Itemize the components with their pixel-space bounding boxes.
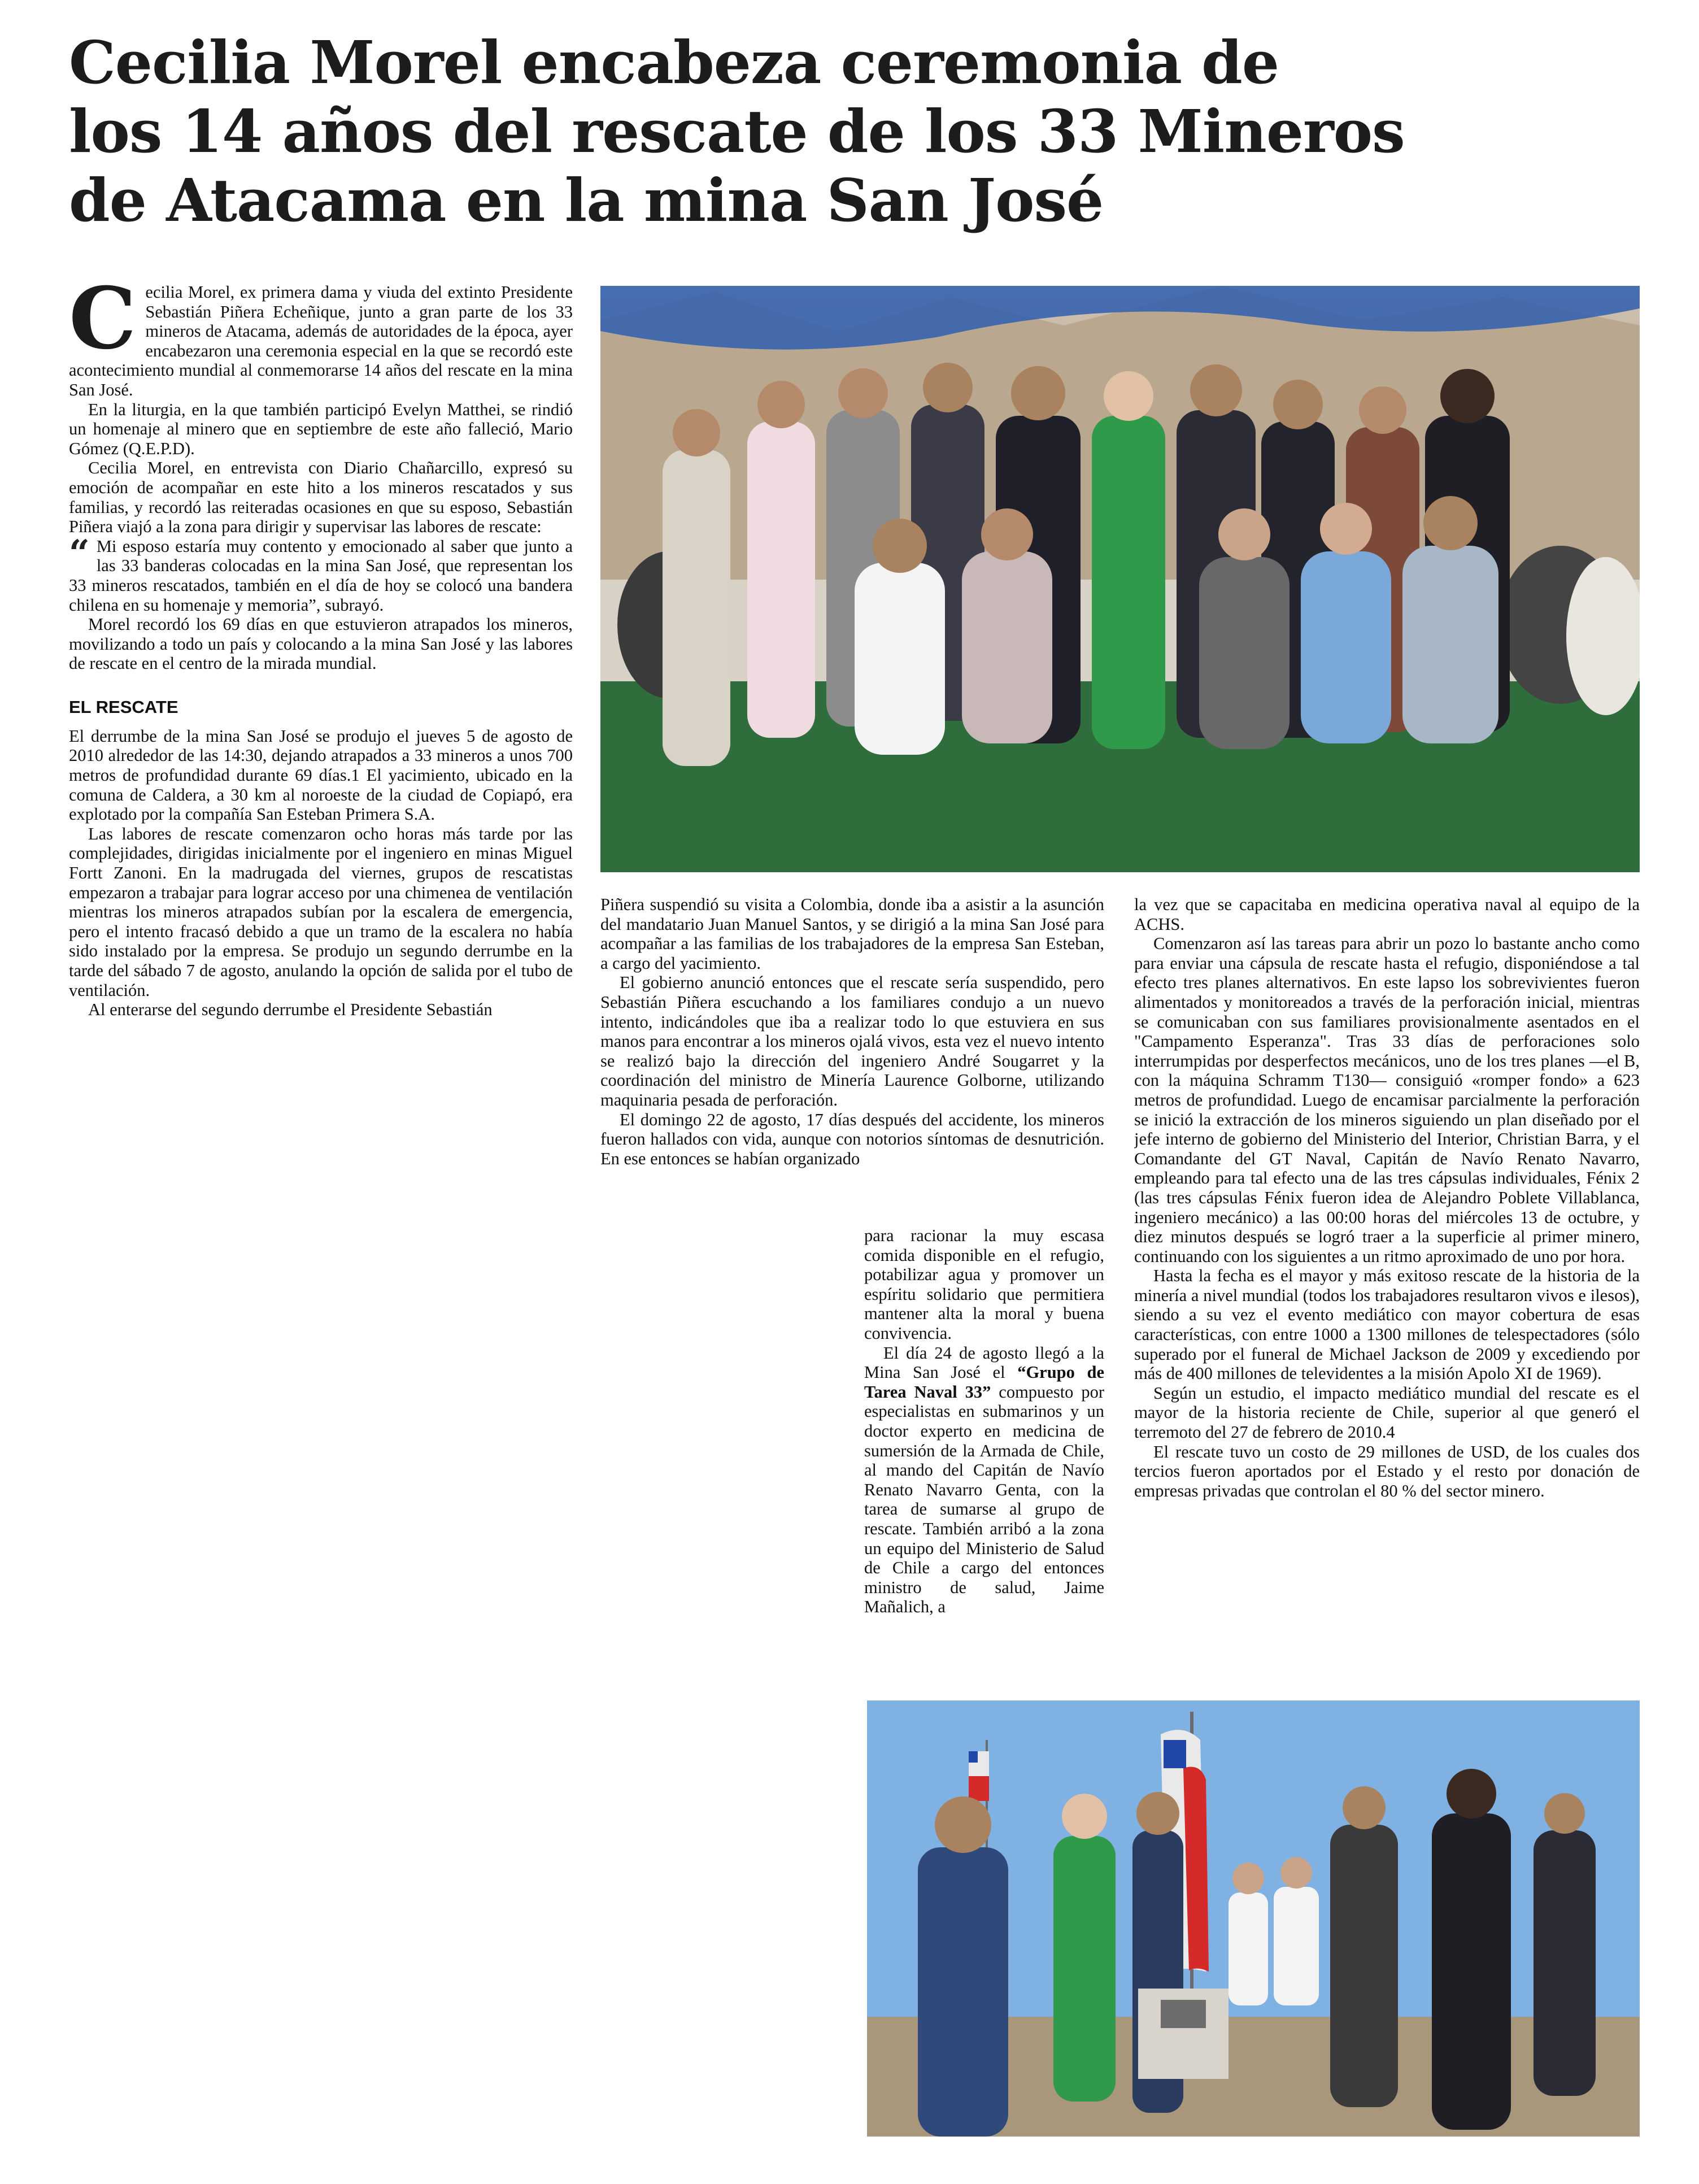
paragraph: Según un estudio, el impacto mediático mundial del rescate es el mayor de la historia reciente de Chile, superior al que generó el terremoto del 27 de febrero de 2010.4: [1134, 1383, 1640, 1442]
paragraph: El domingo 22 de agosto, 17 días después del accidente, los mineros fueron hallados con vida, aunque con notorios síntomas de desnutrición. En ese entonces se habían organizado: [600, 1110, 1104, 1168]
headline-line-3: de Atacama en la mina San José: [69, 166, 1104, 235]
paragraph: El gobierno anunció entonces que el rescate sería suspendido, pero Sebastián Piñera escuchando a los familiares condujo a un nuevo intento, indicándoles que iba a realizar todo lo que estuviera en sus manos para encontrar a los mineros ojalá vivos, esta vez el nuevo intento se realizó bajo la dirección del ingeniero André Sougarret y la coordinación del ministro de Minería Laurence Golborne, utilizando maquinaria pesada de perforación.: [600, 973, 1104, 1110]
paragraph: [864, 1343, 1104, 1617]
quote-mark-icon: “: [69, 532, 90, 575]
group-photo: [600, 286, 1640, 872]
memorial-plaque: [1138, 1989, 1228, 2079]
paragraph-intro: ecilia Morel, ex primera dama y viuda del extinto Presidente Sebastián Piñera Echeñique, junto a gran parte de los 33 mineros de Atacama, además de autoridades de la época, ayer encabezaron una ceremonia especial en la que se recordó este acontecimiento mundial al conmemorarse 14 años del rescate en la mina San José.: [69, 282, 573, 399]
group-name-bold: “Grupo de Tarea Naval 33”: [864, 1363, 1104, 1402]
text-run: El día 24 de agosto llegó a la Mina San José el: [864, 1343, 1104, 1382]
section-subhead: EL RESCATE: [69, 697, 178, 717]
ceremony-photo: [867, 1700, 1640, 2137]
paragraph: para racionar la muy escasa comida disponible en el refugio, potabilizar agua y promover un espíritu solidario que permitiera mantener alta la moral y buena convivencia.: [864, 1226, 1104, 1343]
column-3: [1134, 895, 1640, 1686]
headline-line-1: Cecilia Morel encabeza ceremonia de: [69, 28, 1279, 97]
paragraph: Cecilia Morel, en entrevista con Diario Chañarcillo, expresó su emoción de acompañar en este hito a los mineros rescatados y sus familias, y recordó las reiteradas ocasiones en que su esposo, Sebastián Piñera viajó a la zona para dirigir y supervisar las labores de rescate:: [69, 458, 573, 537]
headline-line-2: los 14 años del rescate de los 33 Mineros: [69, 97, 1405, 166]
paragraph: El derrumbe de la mina San José se produjo el jueves 5 de agosto de 2010 alrededor de las 14:30, dejando atrapados a 33 mineros a unos 700 metros de profundidad durante 69 días.1 El yacimiento, ubicado en la comuna de Caldera, a 30 km al noroeste de la ciudad de Copiapó, era explotado por la compañía San Esteban Primera S.A.: [69, 726, 573, 824]
paragraph: Piñera suspendió su visita a Colombia, donde iba a asistir a la asunción del mandatario Juan Manuel Santos, y se dirigió a la mina San José para acompañar a las familias de los trabajadores de la empresa San Esteban, a cargo del yacimiento.: [600, 895, 1104, 973]
column-2: [600, 895, 1104, 1234]
paragraph: En la liturgia, en la que también participó Evelyn Matthei, se rindió un homenaje al minero que en septiembre de este año falleció, Mario Gómez (Q.E.P.D).: [69, 399, 573, 458]
paragraph: la vez que se capacitaba en medicina operativa naval al equipo de la ACHS.: [1134, 895, 1640, 934]
paragraph: Morel recordó los 69 días en que estuvieron atrapados los mineros, movilizando a todo un país y colocando a la mina San José y las labores de rescate en el centro de la mirada mundial.: [69, 615, 573, 673]
paragraph: Comenzaron así las tareas para abrir un pozo lo bastante ancho como para enviar una cápsula de rescate hasta el refugio, disponiéndose a tal efecto tres planes alternativos. En este lapso los sobrevivientes fueron alimentados y monitoreados a través de la perforación inicial, mientras se comunicaban con sus familiares provisionalmente asentados en el "Campamento Esperanza". Tras 33 días de perforaciones solo interrumpidas por desperfectos mecánicos, uno de los tres planes —el B, con la máquina Schramm T130— consiguió «romper fondo» a 623 metros de profundidad. Luego de encamisar parcialmente la perforación se inició la extracción de los mineros siguiendo un plan diseñado por el jefe interno de gobierno del Ministerio del Interior, Christian Barra, y el Comandante del GT Naval, Capitán de Navío Renato Navarro, empleando para tal efecto una de las tres cápsulas individuales, Fénix 2 (las tres cápsulas Fénix fueron idea de Alejandro Poblete Villablanca, ingeniero mecánico) a las 00:00 horas del miércoles 13 de octubre, y diez minutos después se logró traer a la superficie al primer minero, continuando con los siguientes a un ritmo aproximado de uno por hora.: [1134, 934, 1640, 1266]
headline: [69, 28, 1405, 235]
pull-quote: [69, 532, 573, 615]
paragraph: Al enterarse del segundo derrumbe el Presidente Sebastián: [88, 1000, 493, 1020]
text-run: compuesto por especialistas en submarinos y un doctor experto en medicina de sumersión de la Armada de Chile, al mando del Capitán de Navío Renato Navarro Genta, con la tarea de sumarse al grupo de rescate. También arribó a la zona un equipo del Ministerio de Salud de Chile a cargo del entonces ministro de salud, Jaime Mañalich, a: [864, 1382, 1104, 1617]
quote-text: Mi esposo estaría muy contento y emocionado al saber que junto a las 33 banderas colocadas en la mina San José, que representan los 33 mineros rescatados, también en el día de hoy se colocó una bandera chilena en su homenaje y memoria”, subrayó.: [69, 536, 573, 615]
paragraph: Hasta la fecha es el mayor y más exitoso rescate de la historia de la minería a nivel mundial (todos los trabajadores resultaron vivos e ilesos), siendo a su vez el evento mediático con mayor cobertura de esas características, con entre 1000 a 1300 millones de telespectadores (sólo superado por el funeral de Michael Jackson de 2009 y excediendo por más de 400 millones de televidentes a la misión Apolo XI de 1969).: [1134, 1266, 1640, 1384]
paragraph: Las labores de rescate comenzaron ocho horas más tarde por las complejidades, dirigidas inicialmente por el ingeniero en minas Miguel Fortt Zanoni. En la madrugada del viernes, grupos de rescatistas empezaron a trabajar para lograr acceso por una chimenea de ventilación mientras los mineros atrapados subían por la escalera de emergencia, pero el intento fracasó debido a que un tramo de la escalera no había sido instalado por la empresa. Se produjo un segundo derrumbe en la tarde del sábado 7 de agosto, anulando la opción de salida por el tubo de ventilación.: [69, 824, 573, 1000]
paragraph: El rescate tuvo un costo de 29 millones de USD, de los cuales dos tercios fueron aportados por el Estado y el resto por donación de empresas privadas que controlan el 80 % del sector minero.: [1134, 1442, 1640, 1500]
drop-cap: C: [69, 282, 137, 368]
column-1: [69, 282, 573, 1232]
column-2b: [864, 1226, 1104, 1678]
